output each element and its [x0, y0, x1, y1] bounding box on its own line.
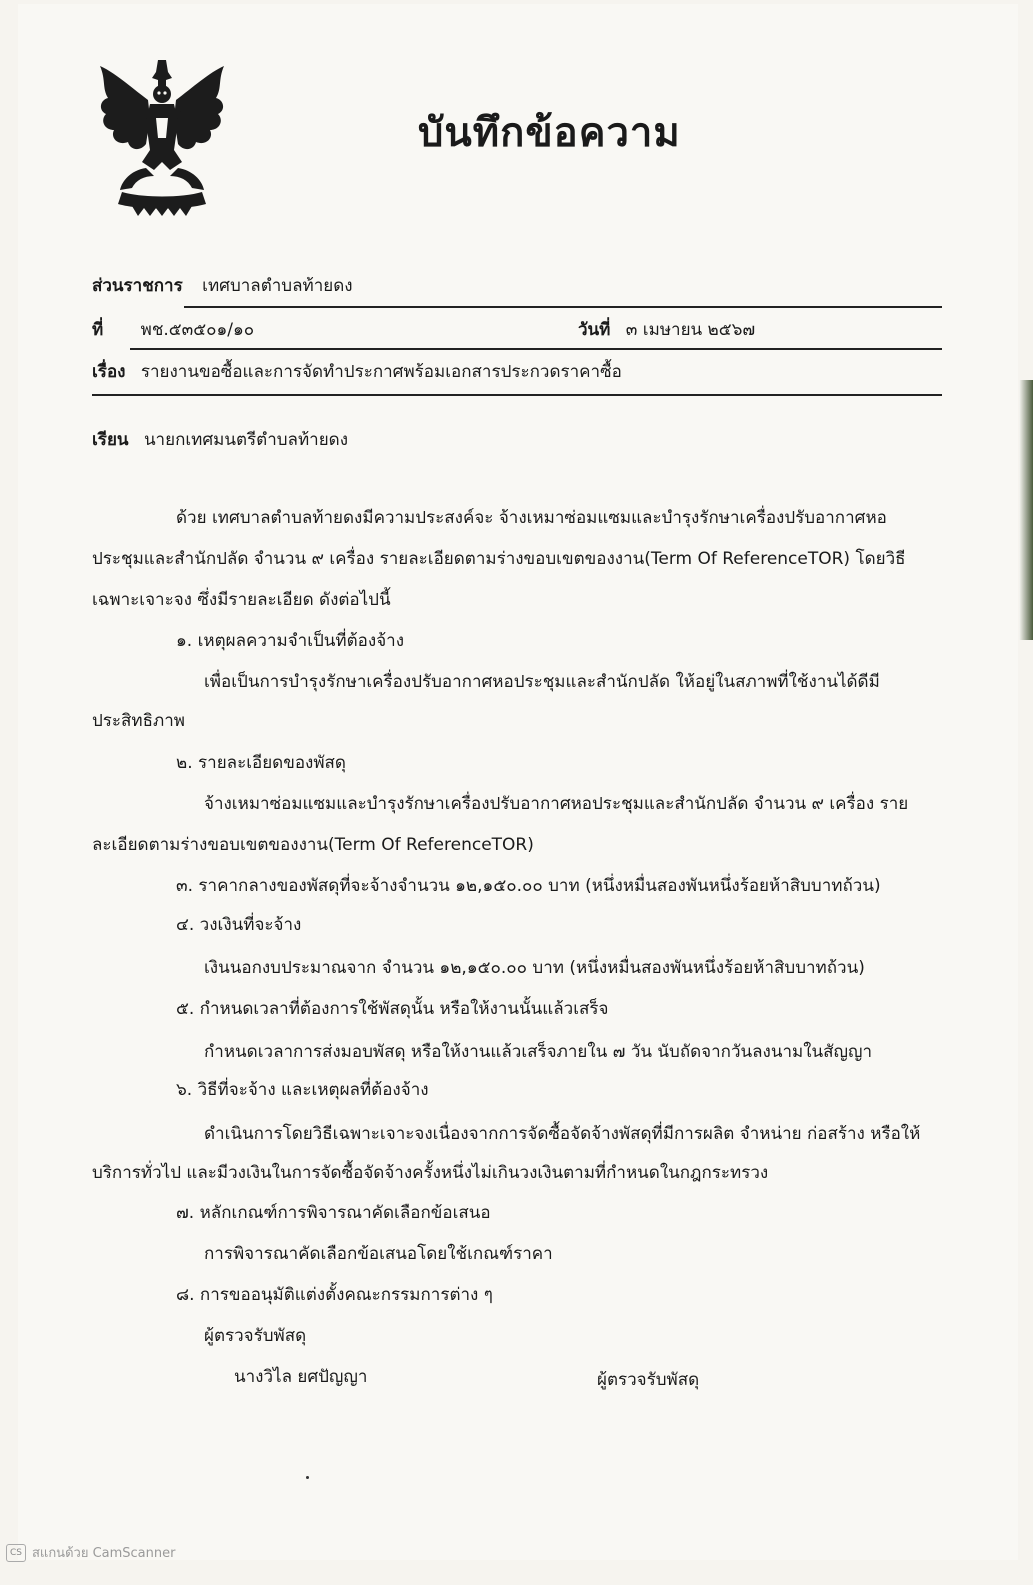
date-row	[578, 316, 755, 343]
scan-edge-shadow	[1019, 380, 1033, 640]
section-7-line-1: การพิจารณาคัดเลือกข้อเสนอโดยใช้เกณฑ์ราคา	[204, 1244, 553, 1264]
intro-line-1: ด้วย เทศบาลตำบลท้ายดงมีความประสงค์จะ จ้างเหมาซ่อมแซมและบำรุงรักษาเครื่องปรับอากาศหอ	[176, 508, 887, 528]
intro-line-2: ประชุมและสำนักปลัด จำนวน ๙ เครื่อง รายละเอียดตามร่างขอบเขตของงาน(Term Of ReferenceTOR) โดยวิธี	[92, 549, 906, 569]
agency-rule	[184, 306, 942, 308]
camscanner-icon: CS	[6, 1544, 26, 1562]
section-1-heading: ๑. เหตุผลความจำเป็นที่ต้องจ้าง	[176, 631, 404, 651]
section-1-line-2: ประสิทธิภาพ	[92, 711, 185, 731]
section-8-subheading: ผู้ตรวจรับพัสดุ	[204, 1326, 307, 1346]
section-6-line-2: บริการทั่วไป และมีวงเงินในการจัดซื้อจัดจ้างครั้งหนึ่งไม่เกินวงเงินตามที่กำหนดในกฎกระทรวง	[92, 1163, 769, 1183]
section-6-line-1: ดำเนินการโดยวิธีเฉพาะเจาะจงเนื่องจากการจัดซื้อจัดจ้างพัสดุที่มีการผลิต จำหน่าย ก่อสร้าง หรือให้	[204, 1124, 921, 1144]
agency-label: ส่วนราชการ	[92, 276, 183, 296]
camscanner-footer	[6, 1542, 175, 1563]
ref-label: ที่	[92, 320, 104, 340]
section-2-line-1: จ้างเหมาซ่อมแซมและบำรุงรักษาเครื่องปรับอากาศหอประชุมและสำนักปลัด จำนวน ๙ เครื่อง ราย	[204, 794, 909, 814]
inspector-name: นางวิไล ยศปัญญา	[234, 1367, 368, 1387]
to-value: นายกเทศมนตรีตำบลท้ายดง	[143, 430, 349, 450]
inspector-role: ผู้ตรวจรับพัสดุ	[597, 1370, 700, 1390]
section-6-heading: ๖. วิธีที่จะจ้าง และเหตุผลที่ต้องจ้าง	[176, 1080, 429, 1100]
subject-value: รายงานขอซื้อและการจัดทำประกาศพร้อมเอกสารประกวดราคาซื้อ	[140, 362, 622, 382]
subject-rule	[92, 394, 942, 396]
section-2-heading: ๒. รายละเอียดของพัสดุ	[176, 753, 346, 773]
section-4-line-1: เงินนอกงบประมาณจาก จำนวน ๑๒,๑๕๐.๐๐ บาท (หนึ่งหมื่นสองพันหนึ่งร้อยห้าสิบบาทถ้วน)	[204, 958, 865, 978]
garuda-emblem	[92, 58, 232, 216]
to-row	[92, 426, 348, 453]
agency-value: เทศบาลตำบลท้ายดง	[202, 276, 353, 296]
section-3-heading: ๓. ราคากลางของพัสดุที่จะจ้างจำนวน ๑๒,๑๕๐.๐๐ บาท (หนึ่งหมื่นสองพันหนึ่งร้อยห้าสิบบาทถ้วน)	[176, 876, 881, 896]
subject-label: เรื่อง	[92, 362, 126, 382]
agency-row	[92, 272, 353, 299]
ink-dot	[306, 1476, 309, 1479]
section-2-line-2: ละเอียดตามร่างขอบเขตของงาน(Term Of ReferenceTOR)	[92, 835, 534, 855]
ref-row	[92, 316, 254, 343]
section-4-heading: ๔. วงเงินที่จะจ้าง	[176, 915, 302, 935]
section-1-line-1: เพื่อเป็นการบำรุงรักษาเครื่องปรับอากาศหอประชุมและสำนักปลัด ให้อยู่ในสภาพที่ใช้งานได้ดีมี	[204, 672, 880, 692]
ref-value: พช.๕๓๕๐๑/๑๐	[140, 320, 255, 340]
section-5-heading: ๕. กำหนดเวลาที่ต้องการใช้พัสดุนั้น หรือให้งานนั้นแล้วเสร็จ	[176, 999, 609, 1019]
to-label: เรียน	[92, 430, 129, 450]
section-5-line-1: กำหนดเวลาการส่งมอบพัสดุ หรือให้งานแล้วเสร็จภายใน ๗ วัน นับถัดจากวันลงนามในสัญญา	[204, 1042, 873, 1062]
memo-title: บันทึกข้อความ	[418, 110, 681, 156]
date-value: ๓ เมษายน ๒๕๖๗	[625, 320, 756, 340]
section-7-heading: ๗. หลักเกณฑ์การพิจารณาคัดเลือกข้อเสนอ	[176, 1203, 491, 1223]
camscanner-text: สแกนด้วย CamScanner	[32, 1546, 176, 1561]
intro-line-3: เฉพาะเจาะจง ซึ่งมีรายละเอียด ดังต่อไปนี้	[92, 590, 391, 610]
document-sheet	[18, 4, 1018, 1560]
ref-rule	[130, 348, 942, 350]
subject-row	[92, 358, 622, 385]
section-8-heading: ๘. การขออนุมัติแต่งตั้งคณะกรรมการต่าง ๆ	[176, 1285, 493, 1305]
date-label: วันที่	[578, 320, 611, 340]
